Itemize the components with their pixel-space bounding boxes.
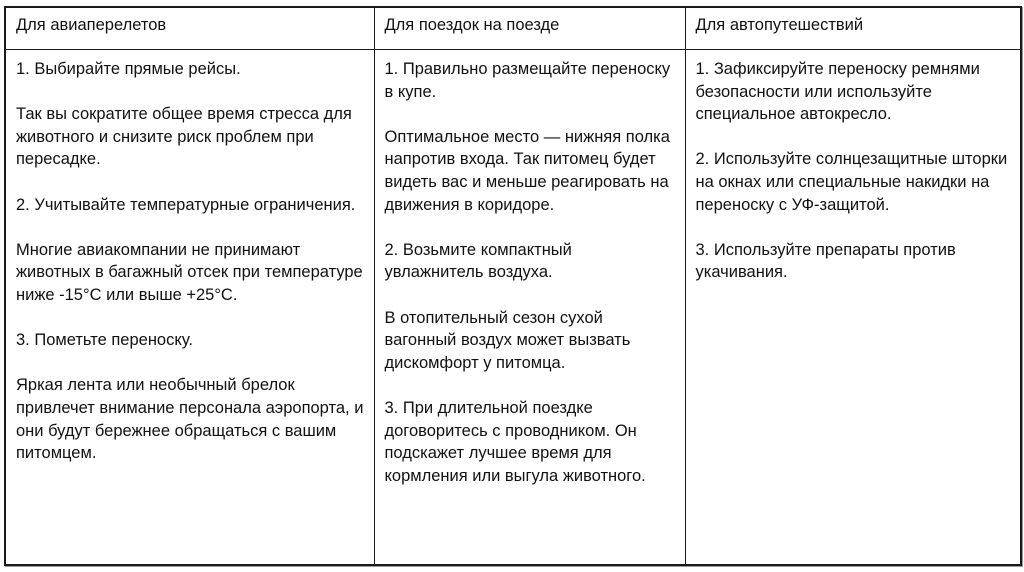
header-air-travel: Для авиаперелетов [5,7,374,50]
tip-description: Яркая лента или необычный брелок привлечет внимание персонала аэропорта, и они будут бережнее обращаться с вашим питомцем. [16,376,364,463]
tip-heading: 2. Учитывайте температурные ограничения. [16,195,356,214]
header-row [5,7,1021,50]
cell-train-travel [374,50,685,566]
header-train-travel: Для поездок на поезде [374,7,685,50]
tip-description: Оптимальное место — нижняя полка напротив входа. Так питомец будет видеть вас и меньше реагировать на движения в коридоре. [384,127,670,214]
tip-heading: 2. Возьмите компактный увлажнитель воздуха. [384,240,572,282]
tip-heading: 2. Используйте солнцезащитные шторки на окнах или специальные накидки на переноску с УФ-защитой. [695,150,1008,214]
tip-heading: 1. Зафиксируйте переноску ремнями безопасности или используйте специальное автокресло. [695,60,980,124]
cell-car-travel [685,50,1021,566]
tip-description: В отопительный сезон сухой вагонный воздух может вызвать дискомфорт у питомца. [384,308,631,372]
table-row [5,50,1021,566]
travel-tips-table [4,6,1022,566]
tip-heading: 3. Пометьте переноску. [16,331,193,350]
table-body [5,50,1021,566]
tip-description: Многие авиакомпании не принимают животных в багажный отсек при температуре ниже -15°C или выше +25°C. [16,240,363,304]
header-car-travel: Для автопутешествий [685,7,1021,50]
tip-heading: 1. Выбирайте прямые рейсы. [16,60,241,78]
cell-air-travel [5,50,374,566]
tip-heading: 3. Используйте препараты против укачивания. [695,240,956,282]
tip-heading: 1. Правильно размещайте переноску в купе. [384,60,671,101]
tip-heading: 3. При длительной поездке договоритесь с проводником. Он подскажет лучшее время для кормления или выгула животного. [384,398,646,485]
table-header [5,7,1021,50]
tip-description: Так вы сократите общее время стресса для животного и снизите риск проблем при пересадке. [16,105,352,169]
